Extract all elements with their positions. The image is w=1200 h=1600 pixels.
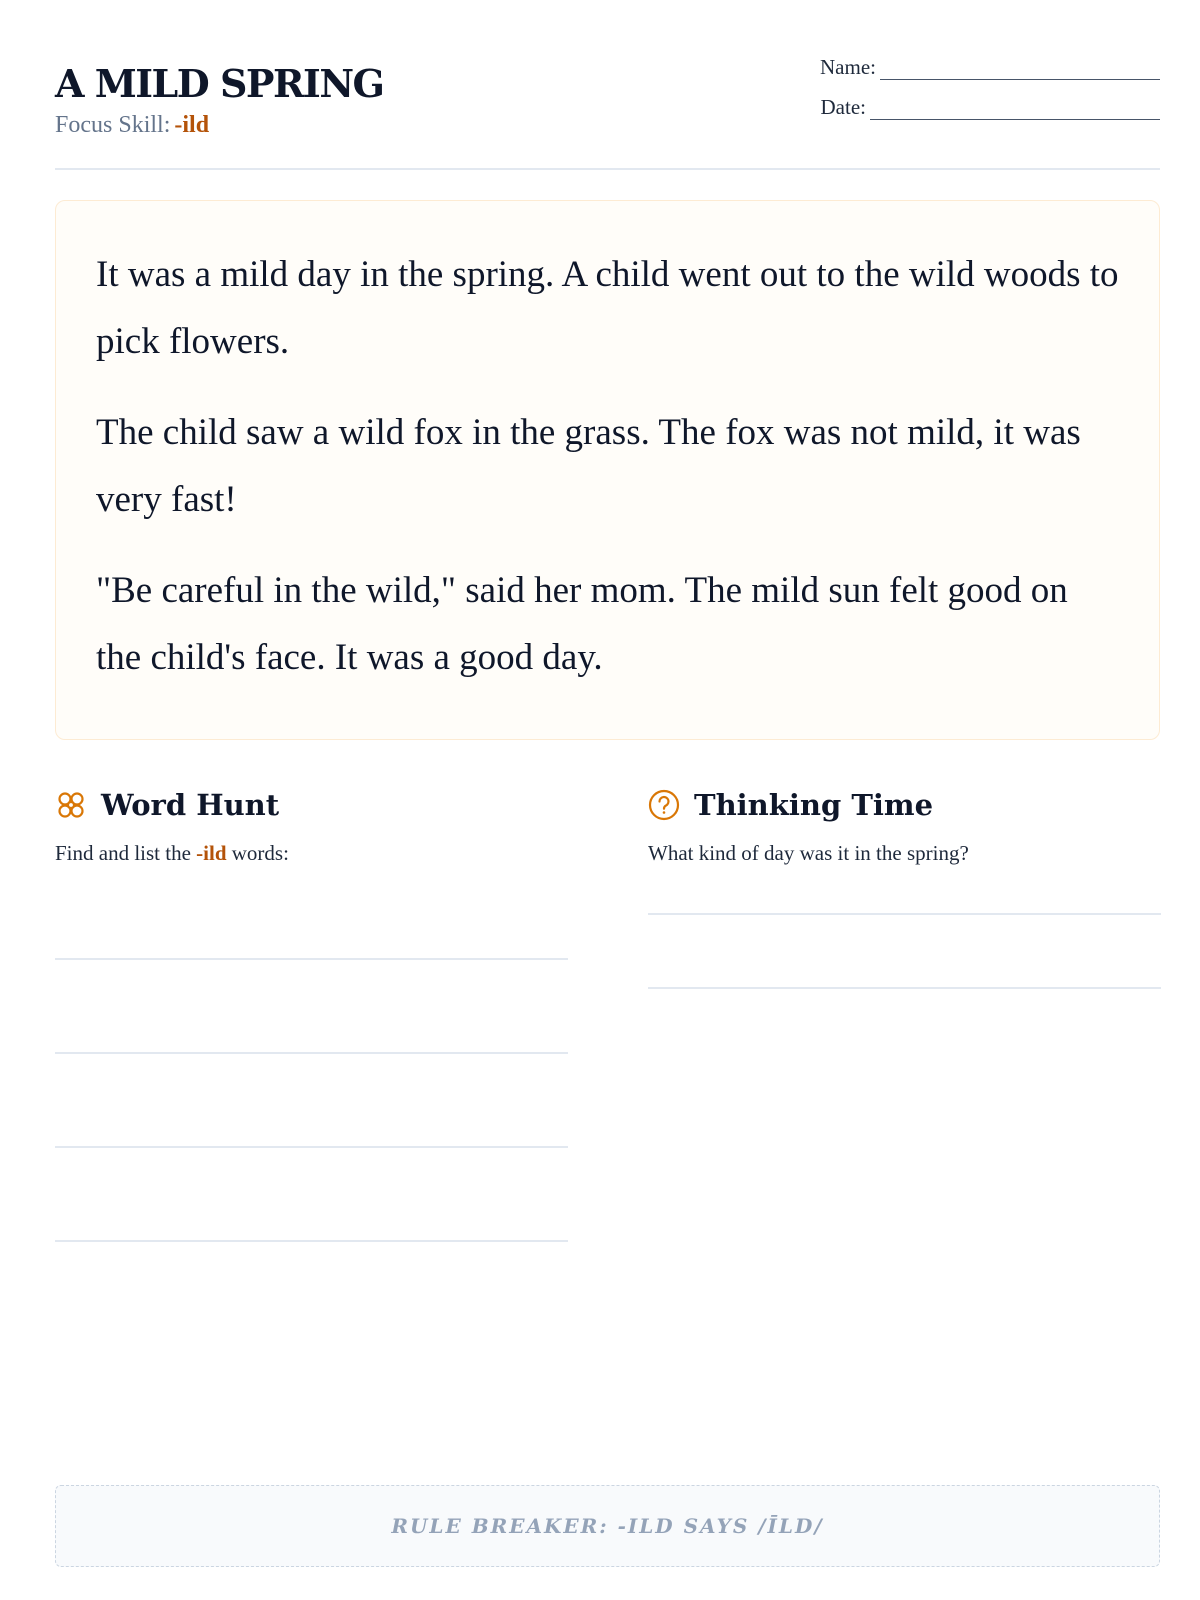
word-hunt-section [55, 783, 568, 866]
name-field[interactable] [820, 55, 1160, 80]
rule-breaker-box [55, 1485, 1160, 1567]
rule-breaker-text: RULE BREAKER: -ILD SAYS /ĪLD/ [391, 1514, 824, 1538]
page-title: A MILD SPRING [55, 61, 384, 106]
word-hunt-prompt [55, 841, 568, 866]
thinking-time-prompt: What kind of day was it in the spring? [648, 841, 969, 865]
focus-skill-value: -ild [174, 112, 210, 138]
answer-line[interactable] [648, 987, 1161, 989]
date-line[interactable] [870, 99, 1160, 120]
word-hunt-prompt-start: Find and list the [55, 841, 191, 865]
answer-line[interactable] [55, 1052, 568, 1054]
date-label: Date: [820, 95, 866, 119]
thinking-time-section [648, 783, 1161, 866]
focus-skill-label: Focus Skill: [55, 112, 171, 138]
story-paragraph-1: It was a mild day in the spring. A child went out to the wild woods to pick flowers. [96, 254, 1119, 362]
worksheet-page [55, 0, 1160, 1600]
name-label: Name: [820, 55, 876, 79]
flower-icon [55, 789, 87, 821]
word-hunt-prompt-skill: -ild [196, 841, 227, 865]
header-divider [55, 168, 1160, 170]
question-circle-icon [648, 789, 680, 821]
word-hunt-heading [55, 783, 568, 827]
answer-line[interactable] [55, 958, 568, 960]
story-box [55, 200, 1160, 740]
word-hunt-prompt-end: words: [231, 841, 289, 865]
answer-line[interactable] [55, 1240, 568, 1242]
focus-skill [55, 112, 209, 139]
date-field[interactable] [821, 95, 1160, 120]
word-hunt-title: Word Hunt [101, 788, 280, 822]
name-line[interactable] [880, 59, 1160, 80]
worksheet-header [55, 55, 1160, 170]
thinking-time-heading [648, 783, 1161, 827]
story-paragraph-3: "Be careful in the wild," said her mom. The mild sun felt good on the child's face. It was a good day. [96, 570, 1068, 678]
answer-line[interactable] [55, 1146, 568, 1148]
thinking-time-title: Thinking Time [694, 788, 934, 822]
story-paragraph-2: The child saw a wild fox in the grass. The fox was not mild, it was very fast! [96, 412, 1081, 520]
answer-line[interactable] [648, 913, 1161, 915]
